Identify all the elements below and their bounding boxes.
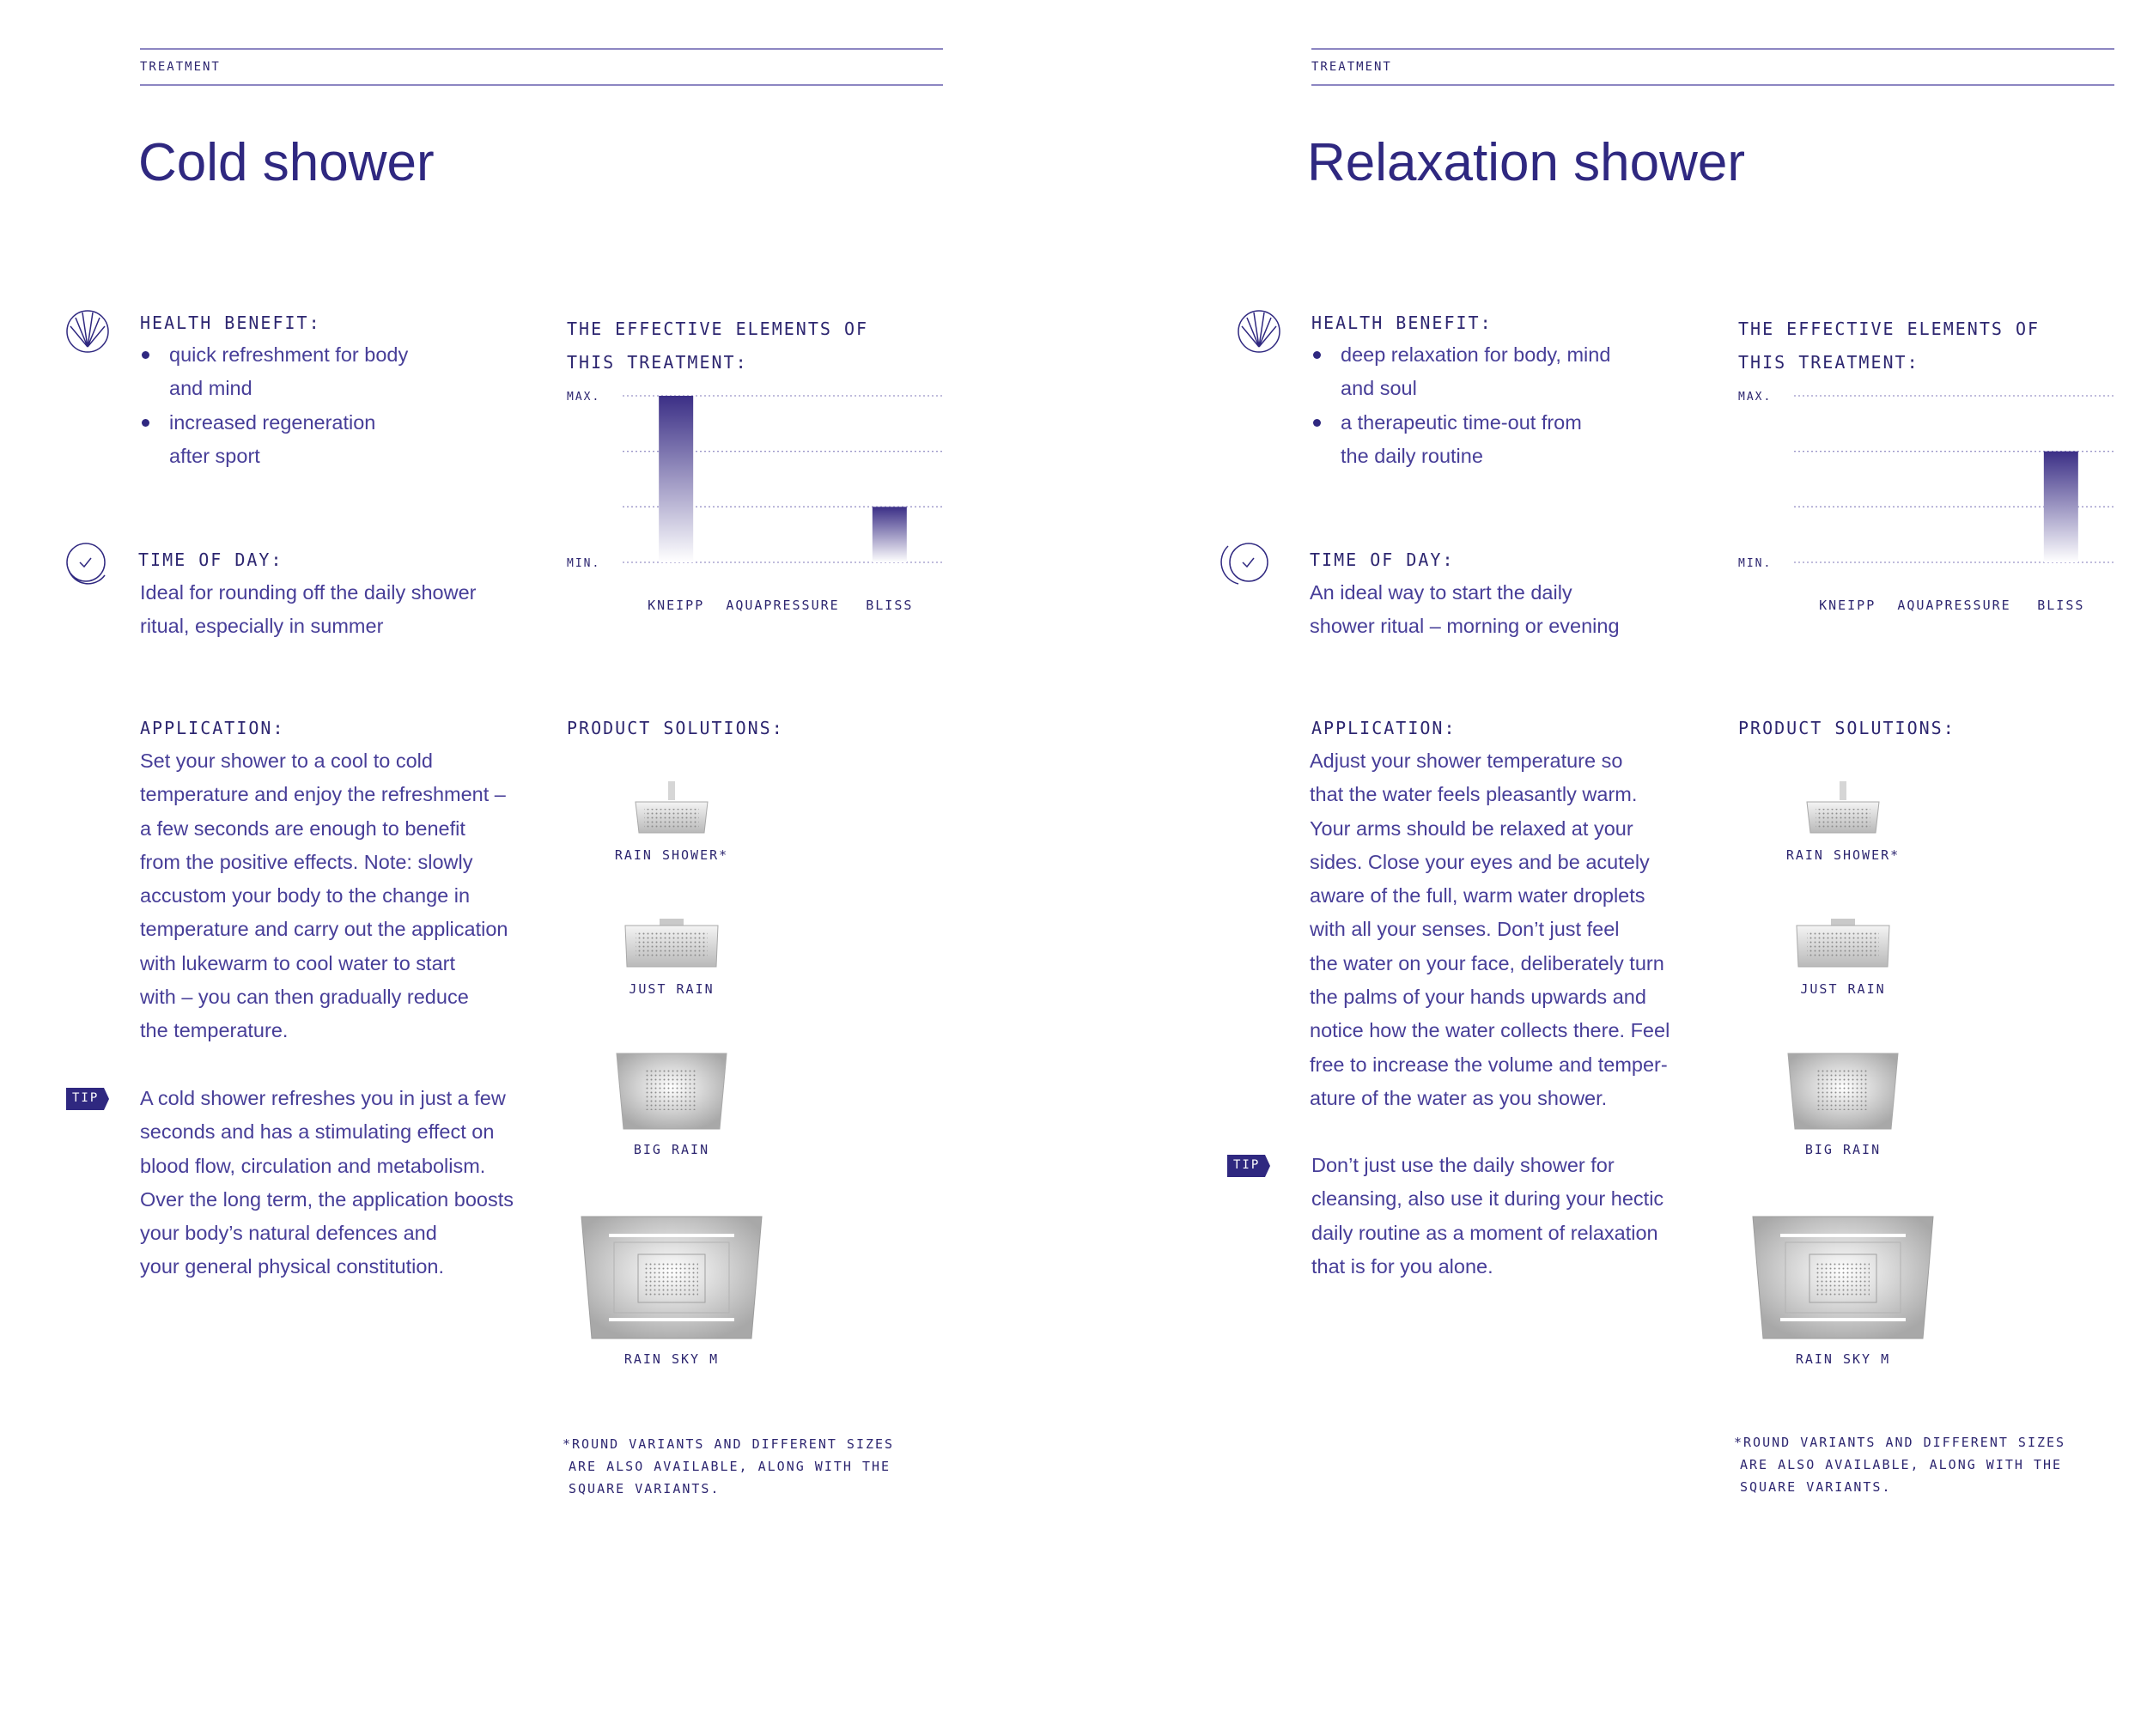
text-line: An ideal way to start the daily: [1310, 581, 1572, 604]
list-item: quick refreshment for body: [140, 338, 408, 372]
text-line: cleansing, also use it during your hectic: [1311, 1187, 1664, 1211]
product-label: RAIN SHOWER*: [614, 847, 729, 863]
bar-bliss: [873, 507, 907, 562]
list-item-cont: after sport: [169, 444, 260, 467]
text-line: the palms of your hands upwards and: [1310, 986, 1646, 1009]
text-line: ature of the water as you shower.: [1310, 1086, 1608, 1109]
y-tick-label: MAX.: [567, 391, 601, 404]
x-tick-label: KNEIPP: [1819, 598, 1876, 613]
application-label: APPLICATION:: [1311, 718, 1457, 738]
health-benefit-list: [140, 338, 408, 473]
application-label: APPLICATION:: [140, 718, 285, 738]
product-just-rain: [1731, 919, 1955, 997]
list-item: a therapeutic time-out from: [1311, 406, 1610, 440]
product-label: BIG RAIN: [633, 1142, 710, 1157]
text-line: seconds and has a stimulating effect on: [140, 1120, 495, 1144]
text-line: A cold shower refreshes you in just a few: [140, 1087, 506, 1109]
product-label: BIG RAIN: [1804, 1142, 1882, 1157]
text-line: Over the long term, the application boosts: [140, 1187, 514, 1211]
top-rule: [140, 48, 943, 50]
health-benefit-label: HEALTH BENEFIT:: [140, 313, 321, 333]
shell-icon: [65, 309, 110, 358]
product-rain-shower: [1731, 781, 1955, 863]
clock-icon: [62, 541, 110, 593]
products-label: PRODUCT SOLUTIONS:: [567, 718, 784, 738]
footnote: [1734, 1431, 2065, 1498]
text-line: with lukewarm to cool water to start: [140, 951, 455, 974]
footnote: [563, 1433, 894, 1500]
time-of-day-label: TIME OF DAY:: [1310, 549, 1455, 570]
y-tick-label: MIN.: [1738, 557, 1773, 570]
text-line: that is for you alone.: [1311, 1254, 1493, 1278]
page-title: Relaxation shower: [1307, 133, 1746, 192]
footnote-line: ARE ALSO AVAILABLE, ALONG WITH THE: [1740, 1457, 2063, 1472]
y-tick-label: MAX.: [1738, 391, 1773, 404]
y-tick-label: MIN.: [567, 557, 601, 570]
tip-badge: [1227, 1155, 1268, 1177]
product-rain-sky-m: [1731, 1215, 1955, 1367]
text-line: notice how the water collects there. Feel: [1310, 1019, 1670, 1042]
text-line: Ideal for rounding off the daily shower: [140, 581, 477, 604]
text-line: sides. Close your eyes and be acutely: [1310, 850, 1650, 873]
x-tick-label: AQUAPRESSURE: [726, 598, 840, 613]
text-line: with all your senses. Don’t just feel: [1310, 918, 1620, 941]
rain-sky-m-image: [1751, 1215, 1935, 1340]
rain-shower-image: [629, 781, 715, 836]
time-of-day-text: [1310, 576, 1620, 644]
list-item: increased regeneration: [140, 406, 408, 440]
tip-text: [140, 1082, 514, 1284]
just-rain-image: [620, 919, 723, 970]
products-label: PRODUCT SOLUTIONS:: [1738, 718, 1955, 738]
product-big-rain: [1731, 1052, 1955, 1157]
text-line: Adjust your shower temperature so: [1310, 750, 1623, 772]
list-item-cont: and mind: [169, 377, 252, 400]
product-label: JUST RAIN: [629, 981, 715, 997]
text-line: accustom your body to the change in: [140, 884, 471, 907]
text-line: free to increase the volume and temper-: [1310, 1053, 1668, 1076]
application-text: [1310, 744, 1670, 1115]
text-line: aware of the full, warm water droplets: [1310, 884, 1645, 907]
time-of-day-text: [140, 576, 476, 644]
footnote-line: SQUARE VARIANTS.: [1740, 1479, 1892, 1495]
product-label: RAIN SHOWER*: [1785, 847, 1901, 863]
text-line: daily routine as a moment of relaxation: [1311, 1221, 1658, 1244]
elements-label-line: THIS TREATMENT:: [1738, 352, 1919, 373]
text-line: with – you can then gradually reduce: [140, 986, 469, 1009]
elements-chart: [1738, 391, 2116, 631]
clock-icon: [1219, 541, 1271, 593]
application-text: [140, 744, 508, 1048]
tip-text: [1311, 1149, 1663, 1284]
chart-canvas: [1738, 391, 2116, 631]
shell-icon: [1237, 309, 1281, 358]
footnote-line: SQUARE VARIANTS.: [569, 1481, 721, 1496]
text-line: that the water feels pleasantly warm.: [1310, 783, 1638, 806]
text-line: blood flow, circulation and metabolism.: [140, 1154, 486, 1177]
product-just-rain: [560, 919, 783, 997]
right-page: [1074, 0, 2147, 1736]
text-line: your general physical constitution.: [140, 1255, 445, 1278]
just-rain-image: [1791, 919, 1895, 970]
list-item-cont: and soul: [1341, 377, 1417, 400]
elements-label: [1738, 313, 2040, 379]
top-rule-lower: [1311, 84, 2114, 86]
elements-label-line: THE EFFECTIVE ELEMENTS OF: [567, 319, 869, 339]
running-head: TREATMENT: [140, 60, 221, 74]
tip-badge-label: TIP: [72, 1091, 100, 1105]
bar-bliss: [2044, 452, 2078, 562]
top-rule: [1311, 48, 2114, 50]
tip-badge-label: TIP: [1233, 1158, 1261, 1172]
text-line: from the positive effects. Note: slowly: [140, 850, 473, 873]
elements-label-line: THE EFFECTIVE ELEMENTS OF: [1738, 319, 2041, 339]
health-benefit-list: [1311, 338, 1610, 473]
health-benefit-label: HEALTH BENEFIT:: [1311, 313, 1493, 333]
x-tick-label: BLISS: [866, 598, 914, 613]
elements-label: [567, 313, 868, 379]
bar-kneipp: [659, 396, 693, 562]
text-line: Set your shower to a cool to cold: [140, 750, 433, 772]
text-line: Your arms should be relaxed at your: [1310, 816, 1633, 840]
x-tick-label: AQUAPRESSURE: [1897, 598, 2011, 613]
rain-sky-m-image: [580, 1215, 763, 1340]
big-rain-image: [1786, 1052, 1900, 1131]
product-big-rain: [560, 1052, 783, 1157]
product-rain-shower: [560, 781, 783, 863]
running-head: TREATMENT: [1311, 60, 1392, 74]
product-label: RAIN SKY M: [1795, 1351, 1891, 1367]
text-line: the temperature.: [140, 1019, 289, 1042]
top-rule-lower: [140, 84, 943, 86]
text-line: a few seconds are enough to benefit: [140, 816, 465, 840]
list-item: deep relaxation for body, mind: [1311, 338, 1610, 372]
text-line: temperature and carry out the application: [140, 918, 508, 941]
text-line: Don’t just use the daily shower for: [1311, 1154, 1615, 1176]
text-line: your body’s natural defences and: [140, 1222, 437, 1245]
time-of-day-label: TIME OF DAY:: [138, 549, 283, 570]
product-rain-sky-m: [560, 1215, 783, 1367]
list-item-cont: the daily routine: [1341, 444, 1483, 467]
text-line: the water on your face, deliberately turn: [1310, 951, 1664, 974]
product-label: RAIN SKY M: [623, 1351, 720, 1367]
text-line: ritual, especially in summer: [140, 615, 384, 638]
x-tick-label: BLISS: [2037, 598, 2085, 613]
product-label: JUST RAIN: [1800, 981, 1886, 997]
footnote-line: ARE ALSO AVAILABLE, ALONG WITH THE: [569, 1459, 891, 1474]
page-title: Cold shower: [138, 133, 435, 192]
text-line: shower ritual – morning or evening: [1310, 615, 1620, 638]
x-tick-label: KNEIPP: [648, 598, 705, 613]
big-rain-image: [615, 1052, 728, 1131]
footnote-line: *ROUND VARIANTS AND DIFFERENT SIZES: [1734, 1435, 2066, 1450]
elements-chart: [567, 391, 945, 631]
rain-shower-image: [1800, 781, 1886, 836]
elements-label-line: THIS TREATMENT:: [567, 352, 748, 373]
footnote-line: *ROUND VARIANTS AND DIFFERENT SIZES: [563, 1436, 895, 1452]
chart-canvas: [567, 391, 945, 631]
tip-badge: [66, 1088, 107, 1110]
text-line: temperature and enjoy the refreshment –: [140, 783, 506, 806]
